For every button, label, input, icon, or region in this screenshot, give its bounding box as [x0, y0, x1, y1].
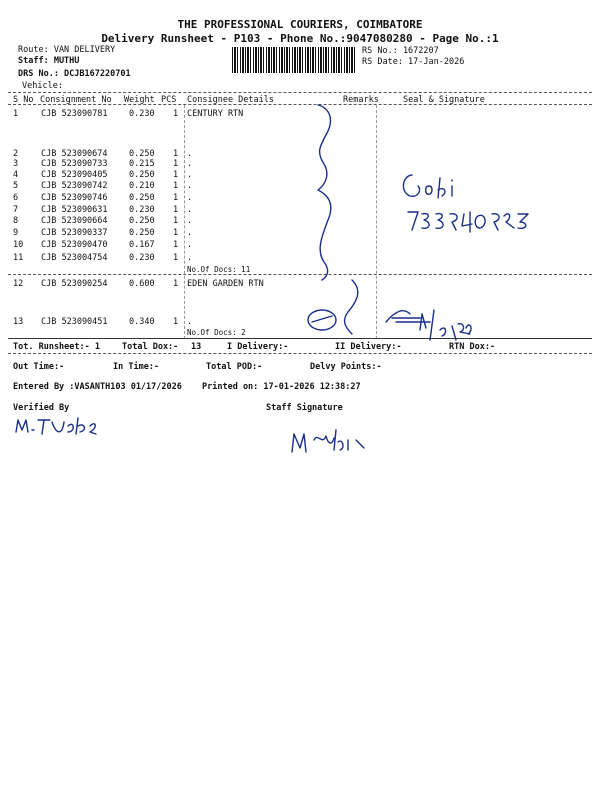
- table-cell: 13: [13, 317, 24, 327]
- table-cell: 3: [13, 159, 19, 169]
- table-row: [0, 253, 600, 264]
- table-cell: 0.215: [129, 159, 155, 169]
- table-cell: .: [187, 181, 193, 191]
- col-pcs: PCS: [161, 95, 177, 105]
- table-bottom-rule: [8, 338, 592, 339]
- table-cell: 0.210: [129, 181, 155, 191]
- table-row: [0, 170, 600, 181]
- entered-by: Entered By :VASANTH103 01/17/2026: [13, 382, 182, 392]
- table-cell: CJB 523004754: [41, 253, 108, 263]
- table-cell: 10: [13, 240, 24, 250]
- table-cell: .: [187, 317, 193, 327]
- table-row: [0, 205, 600, 216]
- col-sno: S No: [13, 95, 34, 105]
- table-cell: 5: [13, 181, 19, 191]
- table-cell: 11: [13, 253, 24, 263]
- table-cell: .: [187, 159, 193, 169]
- table-row: [0, 216, 600, 227]
- table-cell: CJB 523090742: [41, 181, 108, 191]
- rs-number: RS No.: 1672207: [362, 46, 439, 56]
- table-cell: 1: [173, 170, 179, 180]
- table-cell: 0.250: [129, 193, 155, 203]
- table-cell: .: [187, 193, 193, 203]
- table-cell: 0.167: [129, 240, 155, 250]
- staff: Staff: MUTHU: [18, 56, 80, 66]
- table-row: [0, 228, 600, 239]
- table-cell: .: [187, 240, 193, 250]
- table-cell: 0.250: [129, 228, 155, 238]
- verified-signature: [16, 418, 96, 434]
- table-cell: .: [187, 253, 193, 263]
- table-cell: 0.250: [129, 170, 155, 180]
- col-weight: Weight: [124, 95, 155, 105]
- drs-number: DRS No.: DCJB167220701: [18, 69, 131, 79]
- table-cell: CJB 523090254: [41, 279, 108, 289]
- table-cell: 1: [173, 317, 179, 327]
- route: Route: VAN DELIVERY: [18, 45, 116, 55]
- out-time: Out Time:-: [13, 362, 65, 372]
- col-seal: Seal & Signature: [403, 95, 485, 105]
- table-cell: .: [187, 149, 193, 159]
- table-cell: 1: [173, 159, 179, 169]
- table-row: [0, 317, 600, 328]
- table-cell: CJB 523090781: [41, 109, 108, 119]
- col-consignment: Consignment No: [40, 95, 112, 105]
- table-cell: 0.250: [129, 149, 155, 159]
- table-top-rule: [8, 92, 592, 93]
- rtn-dox: RTN Dox:-: [449, 342, 496, 352]
- group-rule: [8, 274, 592, 275]
- table-cell: 1: [173, 149, 179, 159]
- table-row: [0, 109, 600, 120]
- table-cell: 9: [13, 228, 19, 238]
- table-cell: 0.230: [129, 253, 155, 263]
- staff-signature-label: Staff Signature: [266, 403, 343, 413]
- staff-signature: [292, 430, 364, 452]
- table-cell: 1: [173, 228, 179, 238]
- table-row: [0, 279, 600, 290]
- in-time: In Time:-: [113, 362, 160, 372]
- table-cell: 1: [173, 240, 179, 250]
- table-cell: CJB 523090451: [41, 317, 108, 327]
- table-cell: 4: [13, 170, 19, 180]
- vehicle: Vehicle:: [22, 81, 63, 91]
- table-cell: 1: [173, 193, 179, 203]
- table-cell: EDEN GARDEN RTN: [187, 279, 264, 289]
- col-remarks: Remarks: [343, 95, 379, 105]
- total-dox-value: 13: [191, 342, 202, 352]
- runsheet-title: Delivery Runsheet - P103 - Phone No.:9047080280 - Page No.:1: [101, 32, 499, 45]
- table-cell: CJB 523090664: [41, 216, 108, 226]
- table-cell: CJB 523090470: [41, 240, 108, 250]
- table-header-rule: [8, 104, 592, 105]
- docs-count: No.Of Docs: 11: [187, 265, 251, 274]
- total-pod: Total POD:-: [206, 362, 263, 372]
- table-cell: 2: [13, 149, 19, 159]
- table-cell: 0.340: [129, 317, 155, 327]
- table-row: [0, 193, 600, 204]
- table-cell: 1: [13, 109, 19, 119]
- table-cell: 8: [13, 216, 19, 226]
- table-cell: 1: [173, 109, 179, 119]
- rs-date: RS Date: 17-Jan-2026: [362, 57, 465, 67]
- table-cell: CJB 523090631: [41, 205, 108, 215]
- docs-count: No.Of Docs: 2: [187, 328, 246, 337]
- table-cell: CENTURY RTN: [187, 109, 244, 119]
- ii-delivery: II Delivery:-: [335, 342, 402, 352]
- col-consignee: Consignee Details: [187, 95, 274, 105]
- table-cell: 1: [173, 279, 179, 289]
- table-cell: 0.600: [129, 279, 155, 289]
- table-row: [0, 159, 600, 170]
- table-cell: 0.250: [129, 216, 155, 226]
- table-cell: .: [187, 216, 193, 226]
- table-cell: 1: [173, 205, 179, 215]
- company-name: THE PROFESSIONAL COURIERS, COIMBATORE: [177, 18, 423, 31]
- printed-on: Printed on: 17-01-2026 12:38:27: [202, 382, 361, 392]
- totals-rule: [8, 353, 592, 354]
- table-cell: 12: [13, 279, 24, 289]
- table-cell: CJB 523090733: [41, 159, 108, 169]
- total-dox-label: Total Dox:-: [122, 342, 179, 352]
- delvy-points: Delvy Points:-: [310, 362, 382, 372]
- table-cell: CJB 523090337: [41, 228, 108, 238]
- table-cell: 1: [173, 253, 179, 263]
- table-cell: .: [187, 170, 193, 180]
- table-cell: .: [187, 228, 193, 238]
- i-delivery: I Delivery:-: [227, 342, 289, 352]
- table-row: [0, 240, 600, 251]
- table-cell: .: [187, 205, 193, 215]
- table-cell: CJB 523090746: [41, 193, 108, 203]
- table-cell: 0.230: [129, 205, 155, 215]
- barcode: [232, 47, 356, 73]
- table-cell: 0.230: [129, 109, 155, 119]
- table-cell: CJB 523090674: [41, 149, 108, 159]
- table-cell: 1: [173, 216, 179, 226]
- table-cell: CJB 523090405: [41, 170, 108, 180]
- table-cell: 1: [173, 181, 179, 191]
- verified-by-label: Verified By: [13, 403, 70, 413]
- table-cell: 7: [13, 205, 19, 215]
- total-runsheet: Tot. Runsheet:- 1: [13, 342, 100, 352]
- table-row: [0, 181, 600, 192]
- table-cell: 6: [13, 193, 19, 203]
